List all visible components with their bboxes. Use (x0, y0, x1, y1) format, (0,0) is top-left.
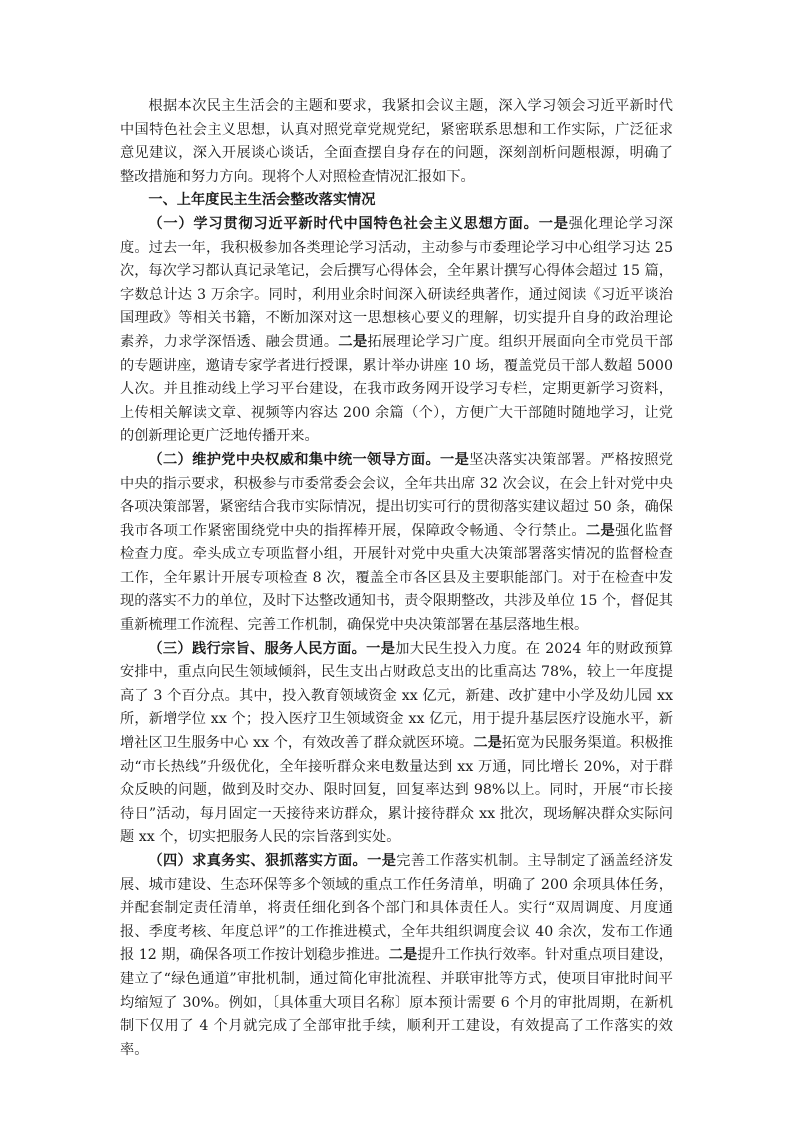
item-paragraph (120, 638, 673, 850)
item-paragraph (120, 213, 673, 449)
document-page (120, 95, 673, 1062)
item-text: 拓宽为民服务渠道。积极推动“市长热线”升级优化，全年接听群众来电数量达到 xx 万通，同比增长 20%，对于群众反映的问题，做到及时交办、限时回复，回复率达到 98%以上。同时，开展“市长接待日”活动，每月固定一天接待来访群众，累计接待群众 xx 批次，现场解决群众实际问题 xx 个，切实把服务人民的宗旨落到实处。 (120, 735, 673, 846)
item-paragraph (120, 449, 673, 638)
item-text: 强化监督检查力度。牵头成立专项监督小组，开展针对党中央重大决策部署落实情况的监督检查工作，全年累计开展专项检查 8 次，覆盖全市各区县及主要职能部门。对于在检查中发现的落实不力的单位，及时下达整改通知书，责令限期整改，共涉及单位 15 个，督促其重新梳理工作流程、完善工作机制，确保党中央决策部署在基层落地生根。 (120, 522, 673, 634)
item-lead: 一是 (440, 451, 470, 468)
item-text: 拓展理论学习广度。组织开展面向全市党员干部的专题讲座，邀请专家学者进行授课，累计举办讲座 10 场，覆盖党员干部人数超 5000 人次。并且推动线上学习平台建设，在我市政务网开设学习专栏，定期更新学习资料，上传相关解读文章、视频等内容达 200 余篇（个），方便广大干部随时随地学习，让党的创新理论更广泛地传播开来。 (120, 333, 673, 445)
item-lead: 二是 (473, 735, 502, 752)
item-text: 提升工作执行效率。针对重点项目建设，建立了“绿色通道”审批机制，通过简化审批流程、并联审批等方式，使项目审批时间平均缩短了 30%。例如，〔具体重大项目名称〕原本预计需要 6 个月的审批周期，在新机制下仅用了 4 个月就完成了全部审批手续，顺利开工建设，有效提高了工作落实的效率。 (120, 947, 673, 1058)
item-title: （三）践行宗旨、服务人民方面。 (148, 640, 367, 657)
item-lead: 二是 (388, 947, 418, 964)
item-lead: 二是 (338, 333, 368, 350)
item-lead: 一是 (367, 853, 397, 869)
item-lead: 一是 (366, 640, 396, 657)
item-title: （四）求真务实、狠抓落实方面。 (148, 853, 368, 869)
item-text: 完善工作落实机制。主导制定了涵盖经济发展、城市建设、生态环保等多个领域的重点工作任务清单，明确了 200 余项具体任务，并配套制定责任清单，将责任细化到各个部门和具体责任人。实行“双周调度、月度通报、季度考核、年度总评”的工作推进模式，全年共组织调度会议 40 余次，发布工作通报 12 期，确保各项工作按计划稳步推进。 (120, 853, 673, 964)
section-heading: 一、上年度民主生活会整改落实情况 (148, 192, 376, 209)
item-text: 加大民生投入力度。在 2024 年的财政预算安排中，重点向民生领域倾斜，民生支出占财政总支出的比重高达 78%，较上一年度提高了 3 个百分点。其中，投入教育领域资金 xx 亿元，新建、改扩建中小学及幼儿园 xx 所，新增学位 xx 个；投入医疗卫生领域资金 xx 亿元，用于提升基层医疗设施水平，新增社区卫生服务中心 xx 个，有效改善了群众就医环境。 (120, 640, 673, 752)
item-lead: 二是 (585, 522, 616, 539)
intro-paragraph: 根据本次民主生活会的主题和要求，我紧扣会议主题，深入学习领会习近平新时代中国特色社会主义思想，认真对照党章党规党纪，紧密联系思想和工作实际，广泛征求意见建议，深入开展谈心谈话，全面查摆自身存在的问题，深刻剖析问题根源，明确了整改措施和努力方向。现将个人对照检查情况汇报如下。 (120, 98, 673, 185)
item-text: 强化理论学习深度。过去一年，我积极参加各类理论学习活动，主动参与市委理论学习中心组学习达 25 次，每次学习都认真记录笔记，会后撰写心得体会，全年累计撰写心得体会超过 15 篇，字数总计达 3 万余字。同时，利用业余时间深入研读经典著作，通过阅读《习近平谈治国理政》等相关书籍，不断加深对这一思想核心要义的理解，切实提升自身的政治理论素养，力求学深悟透、融会贯通。 (120, 215, 673, 350)
item-title: （一）学习贯彻习近平新时代中国特色社会主义思想方面。 (148, 215, 539, 232)
item-paragraph (120, 850, 673, 1062)
item-text: 坚决落实决策部署。严格按照党中央的指示要求，积极参与市委常委会会议，全年共出席 32 次会议，在会上针对党中央各项决策部署，紧密结合我市实际情况，提出切实可行的贯彻落实建议超过 50 条，确保我市各项工作紧密围绕党中央的指挥棒开展，保障政令畅通、令行禁止。 (120, 451, 673, 539)
item-lead: 一是 (538, 215, 569, 232)
item-title: （二）维护党中央权威和集中统一领导方面。 (148, 451, 441, 468)
